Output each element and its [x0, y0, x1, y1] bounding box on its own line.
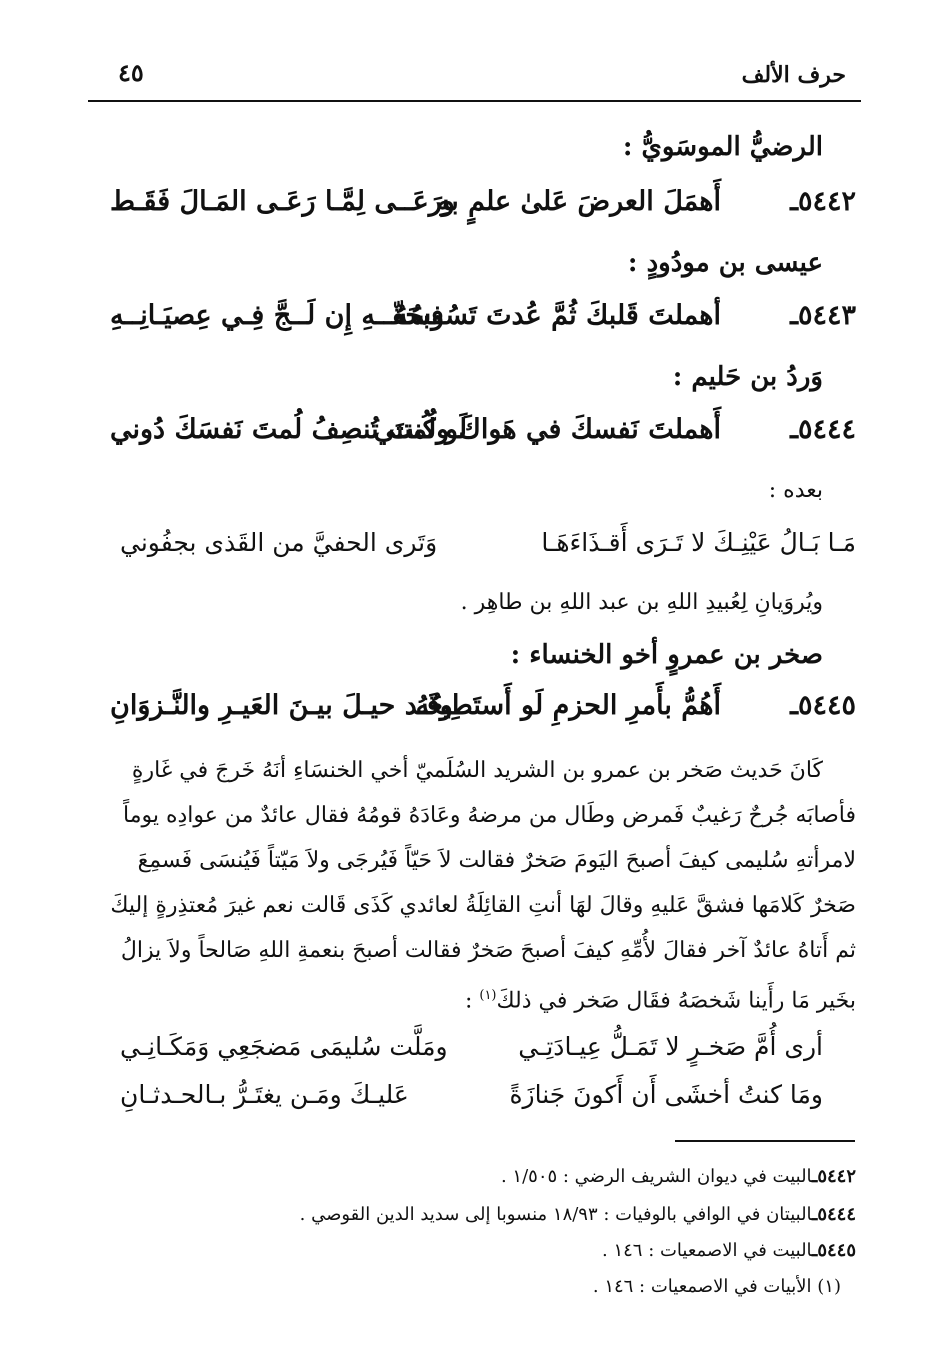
footnote-number: ٥٤٤٥ـ [812, 1240, 856, 1261]
first-hemistich: أَهُمُّ بأَمرِ الحزمِ لَو أَستَطِيعُهُ [415, 690, 721, 721]
second-hemistich: فبحَقّــهِ إِن لَــجَّ فِـي عِصيَـانِــهِ [110, 300, 444, 331]
footnote-number: (١) [817, 1276, 841, 1297]
verse-5443 [110, 300, 856, 346]
verse-number: ٥٤٤٢ـ [790, 186, 856, 217]
prose-paragraph [85, 748, 856, 1023]
footnote-text: البيت في الاصمعيات : ١٤٦ . [602, 1240, 813, 1261]
second-hemistich: ورَعَــى لِمَّـا رَعَـى المَـالَ فَقَـط [110, 186, 455, 217]
second-hemistich: عَليـكَ ومَـن يغتَـرُّ بـالحـدثـانِ [120, 1080, 409, 1109]
first-hemistich: أهملتَ قَلبكَ ثُمَّ عُدتَ تَسُوسُهُ [394, 300, 721, 331]
footnote-text: البيتان في الوافي بالوفيات : ١٨/٩٣ منسوبا إلى سديد الدين القوصي . [299, 1204, 813, 1225]
second-hemistich: وقَـد حيـلَ بيـنَ العَيـرِ والنَّـزوَانِ [110, 690, 453, 721]
second-hemistich: لَو كُنتَ تُنصِفُ لُمتَ نَفسَكَ دُوني [110, 414, 468, 445]
after-label: بعده : [768, 478, 823, 503]
prose-line: لامرأتهِ سُليمى كيفَ أصبحَ اليَومَ صَخرٌ فقالت لاَ حَيّاً فَيُرجَى ولاَ مَيّتاً فَيُنسَى فَسمِعَ [137, 848, 856, 873]
verse-number: ٥٤٤٤ـ [790, 414, 856, 445]
poet-name: الرضيُّ الموسَويُّ : [622, 132, 823, 162]
footnote-marker: (١) [479, 988, 497, 1003]
footnote [593, 1276, 841, 1297]
prose-line: ثم أَتاهُ عائدٌ آخر فقالَ لأُمِّهِ كيفَ أصبحَ صَخرٌ فقالت أصبحَ بنعمةِ اللهِ صَالحاً ولاَ يزالُ [120, 938, 856, 963]
first-hemistich: أَهمَلَ العرضَ عَلىٰ علمٍ بهِ [436, 186, 721, 217]
poet-name: وَردُ بن حَليم : [672, 362, 823, 392]
prose-end: : [464, 988, 473, 1014]
second-hemistich: ومَلَّت سُليمَى مَضجَعِي وَمَكَـانِـي [120, 1032, 448, 1061]
poet-name: صخر بن عمروٍ أخو الخنساء : [510, 640, 823, 670]
prose-line: صَخرٌ كَلامَها فشقَّ عَليهِ وقالَ لهَا أنتِ القائِلَةُ لعائدي كَذَى قَالت نعم غيرَ مُعتذِرةٍ إليكَ [110, 893, 856, 918]
verse-number: ٥٤٤٥ـ [790, 690, 856, 721]
running-title: حرف الألف [741, 62, 846, 88]
footnote-text: الأبيات في الاصمعيات : ١٤٦ . [592, 1276, 812, 1297]
prose-line: فأصابَه جُرحٌ رَغيبٌ فَمرض وطَال من مرضهُ وعَادَهُ قومُهُ فقال عائدٌ من عوادِه يوماً [123, 803, 856, 828]
footnote-rule [675, 1140, 855, 1142]
second-hemistich: وَتَرى الحفيَّ من القَذى بجفُوني [120, 528, 438, 557]
prose-line: كَانَ حَديث صَخر بن عمرو بن الشريد السُلَميّ أخي الخنسَاءِ أنَهُ خَرجَ في غَارةٍ [131, 758, 823, 783]
prose-line-last [85, 973, 856, 1023]
verse-number: ٥٤٤٣ـ [790, 300, 856, 331]
footnote [501, 1166, 856, 1187]
footnote-text: البيت في ديوان الشريف الرضي : ١/٥٠٥ . [500, 1166, 813, 1187]
poet-name: عيسى بن مودُودٍ : [627, 248, 823, 278]
footnote-number: ٥٤٤٢ـ [812, 1166, 856, 1187]
first-hemistich: أَهملتَ نَفسكَ في هَواكَ ولُمتني [373, 414, 721, 445]
prose-line: بخَير مَا رأَينا شَخصَهُ فقَال صَخر في ذلكَ [496, 988, 856, 1014]
first-hemistich: ومَا كنتُ أخشَى أَن أَكونَ جَنازَةً [509, 1080, 823, 1109]
verse-5445 [110, 690, 856, 736]
verse-5442 [110, 186, 856, 232]
verse-5444 [110, 414, 856, 460]
footnote-number: ٥٤٤٤ـ [812, 1204, 856, 1225]
first-hemistich: مَـا بَـالُ عَيْنِـكَ لا تَـرَى أَقـذَاءَهَـا [541, 528, 856, 557]
attribution: ويُروَيانِ لِعُبيدِ اللهِ بن عبد اللهِ بن طاهِر . [460, 590, 823, 615]
header-rule [88, 100, 861, 102]
closing-verse [110, 1080, 856, 1126]
extra-verse [110, 528, 856, 574]
page-number: ٤٥ [118, 58, 144, 87]
closing-verse [110, 1032, 856, 1078]
footnote [602, 1240, 856, 1261]
first-hemistich: أرى أُمَّ صَخـرٍ لا تَمَـلُّ عِيـادَتِـي [518, 1032, 823, 1061]
footnote [300, 1204, 856, 1225]
